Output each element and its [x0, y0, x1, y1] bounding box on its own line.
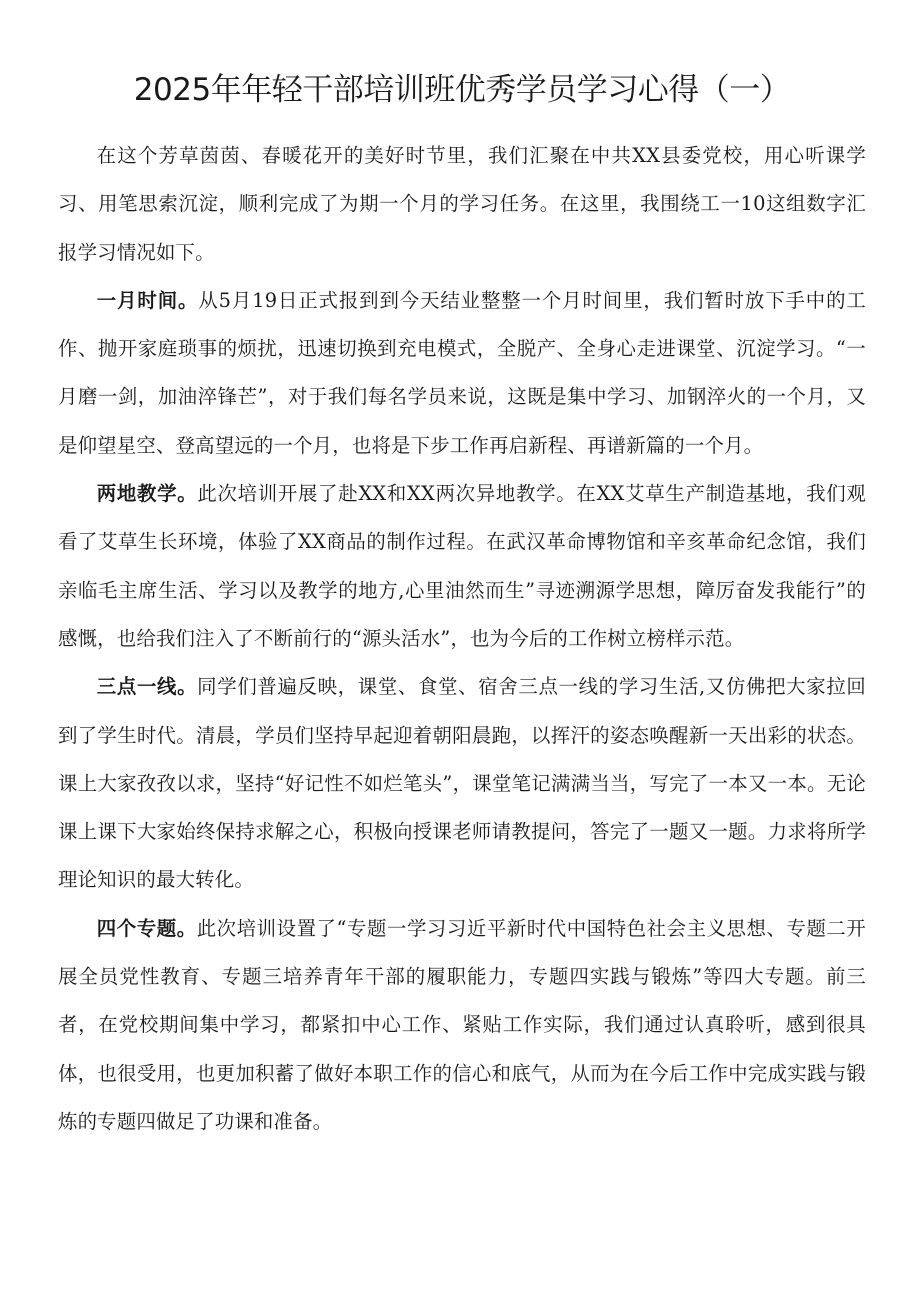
- section-paragraph-1: [58, 277, 866, 470]
- section-text-3: 同学们普遍反映，课堂、食堂、宿舍三点一线的学习生活,又仿佛把大家拉回到了学生时代。清晨，学员们坚持早起迎着朝阳晨跑，以挥汗的姿态唤醒新一天出彩的状态。课上大家孜孜以求，坚持“好记性不如烂笔头”，课堂笔记满满当当，写完了一本又一本。无论课上课下大家始终保持求解之心，积极向授课老师请教提问，答完了一题又一题。力求将所学理论知识的最大转化。: [58, 675, 866, 892]
- section-paragraph-3: [58, 663, 866, 904]
- section-heading-1: 一月时间。: [96, 288, 199, 312]
- section-heading-3: 三点一线。: [96, 675, 198, 699]
- section-paragraph-2: [58, 470, 866, 663]
- section-heading-4: 四个专题。: [96, 916, 197, 940]
- section-heading-2: 两地教学。: [96, 482, 198, 506]
- section-paragraph-4: [58, 905, 866, 1146]
- intro-paragraph: 在这个芳草茵茵、春暖花开的美好时节里，我们汇聚在中共XX县委党校，用心听课学习、用笔思索沉淀，顺利完成了为期一个月的学习任务。在这里，我围绕工一10这组数字汇报学习情况如下。: [58, 144, 866, 264]
- document-title: 2025年年轻干部培训班优秀学员学习心得（一）: [133, 72, 791, 108]
- section-text-2: 此次培训开展了赴XX和XX两次异地教学。在XX艾草生产制造基地，我们观看了艾草生长环境，体验了XX商品的制作过程。在武汉革命博物馆和辛亥革命纪念馆，我们亲临毛主席生活、学习以及教学的地方,心里油然而生”寻迹溯源学思想，障厉奋发我能行”的感慨，也给我们注入了不断前行的“源头活水”，也为今后的工作树立榜样示范。: [58, 482, 867, 650]
- section-text-1: 从5月19日正式报到到今天结业整整一个月时间里，我们暂时放下手中的工作、抛开家庭琐事的烦扰，迅速切换到充电模式，全脱产、全身心走进课堂、沉淀学习。“一月磨一剑，加油淬锋芒”，对于我们每名学员来说，这既是集中学习、加钢淬火的一个月，又是仰望星空、登高望远的一个月，也将是下步工作再启新程、再谱新篇的一个月。: [58, 288, 867, 457]
- section-text-4: 此次培训设置了“专题一学习习近平新时代中国特色社会主义思想、专题二开展全员党性教育、专题三培养青年干部的履职能力，专题四实践与锻炼”等四大专题。前三者，在党校期间集中学习，都紧扣中心工作、紧贴工作实际，我们通过认真聆听，感到很具体，也很受用，也更加积蓄了做好本职工作的信心和底气，从而为在今后工作中完成实践与锻炼的专题四做足了功课和准备。: [58, 916, 867, 1133]
